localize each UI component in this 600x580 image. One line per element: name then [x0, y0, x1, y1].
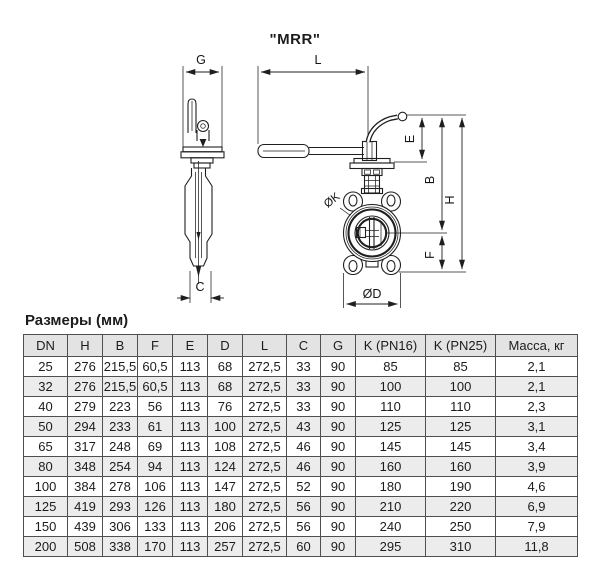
dia-d-label: ØD	[362, 287, 382, 301]
front-view	[258, 53, 466, 308]
table-cell: 69	[138, 437, 173, 457]
table-cell: 294	[68, 417, 103, 437]
table-cell: 40	[24, 397, 68, 417]
table-cell: 254	[103, 457, 138, 477]
table-cell: 100	[208, 417, 243, 437]
table-cell: 272,5	[243, 377, 287, 397]
lever-ball-end	[398, 112, 407, 121]
table-body	[24, 357, 578, 557]
table-cell: 60	[287, 537, 321, 557]
table-cell: 272,5	[243, 357, 287, 377]
table-cell: 419	[68, 497, 103, 517]
table-cell: 279	[68, 397, 103, 417]
table-cell: 310	[426, 537, 496, 557]
table-cell: 145	[356, 437, 426, 457]
table-cell: 257	[208, 537, 243, 557]
table-cell: 210	[356, 497, 426, 517]
column-header: L	[243, 335, 287, 357]
table-cell: 7,9	[496, 517, 578, 537]
table-cell: 293	[103, 497, 138, 517]
table-cell: 338	[103, 537, 138, 557]
table-cell: 348	[68, 457, 103, 477]
table-cell: 43	[287, 417, 321, 437]
table-cell: 6,9	[496, 497, 578, 517]
table-cell: 439	[68, 517, 103, 537]
table-cell: 94	[138, 457, 173, 477]
table-cell: 113	[173, 497, 208, 517]
page-title: "MRR"	[269, 31, 321, 48]
table-cell: 276	[68, 377, 103, 397]
table-cell: 108	[208, 437, 243, 457]
table-cell: 272,5	[243, 417, 287, 437]
table-cell: 125	[426, 417, 496, 437]
table-cell: 85	[426, 357, 496, 377]
table-cell: 248	[103, 437, 138, 457]
table-cell: 160	[426, 457, 496, 477]
table-cell: 200	[24, 537, 68, 557]
table-cell: 60,5	[138, 377, 173, 397]
table-cell: 90	[321, 537, 356, 557]
table-cell: 3,1	[496, 417, 578, 437]
table-cell: 126	[138, 497, 173, 517]
column-header: H	[68, 335, 103, 357]
section-heading: Размеры (мм)	[25, 312, 129, 329]
table-cell: 56	[287, 517, 321, 537]
table-cell: 220	[426, 497, 496, 517]
table-cell: 223	[103, 397, 138, 417]
dim-f-label: F	[423, 251, 437, 259]
table-cell: 145	[426, 437, 496, 457]
column-header: D	[208, 335, 243, 357]
table-cell: 56	[138, 397, 173, 417]
dim-h-label: H	[443, 195, 457, 205]
column-header: Масса, кг	[496, 335, 578, 357]
table-cell: 170	[138, 537, 173, 557]
table-cell: 90	[321, 437, 356, 457]
table-row	[24, 537, 578, 557]
table-cell: 33	[287, 357, 321, 377]
table-cell: 147	[208, 477, 243, 497]
table-cell: 160	[356, 457, 426, 477]
table-cell: 278	[103, 477, 138, 497]
table-cell: 3,9	[496, 457, 578, 477]
table-cell: 2,1	[496, 357, 578, 377]
table-cell: 2,1	[496, 377, 578, 397]
table-cell: 180	[208, 497, 243, 517]
table-row	[24, 417, 578, 437]
table-cell: 113	[173, 537, 208, 557]
table-cell: 272,5	[243, 497, 287, 517]
table-row	[24, 437, 578, 457]
table-row	[24, 477, 578, 497]
table-cell: 4,6	[496, 477, 578, 497]
table-cell: 90	[321, 477, 356, 497]
table-cell: 32	[24, 377, 68, 397]
table-cell: 50	[24, 417, 68, 437]
table-cell: 276	[68, 357, 103, 377]
table-cell: 272,5	[243, 477, 287, 497]
table-cell: 90	[321, 377, 356, 397]
table-cell: 100	[24, 477, 68, 497]
table-cell: 206	[208, 517, 243, 537]
table-cell: 113	[173, 517, 208, 537]
dim-g-label: G	[196, 53, 206, 67]
table-cell: 90	[321, 517, 356, 537]
table-cell: 46	[287, 437, 321, 457]
column-header: K (PN16)	[356, 335, 426, 357]
table-cell: 85	[356, 357, 426, 377]
table-cell: 272,5	[243, 517, 287, 537]
table-cell: 65	[24, 437, 68, 457]
table-cell: 90	[321, 457, 356, 477]
table-cell: 272,5	[243, 437, 287, 457]
table-cell: 68	[208, 377, 243, 397]
table-cell: 124	[208, 457, 243, 477]
table-cell: 113	[173, 397, 208, 417]
table-row	[24, 397, 578, 417]
table-cell: 46	[287, 457, 321, 477]
dim-e-label: E	[403, 134, 417, 144]
table-cell: 90	[321, 417, 356, 437]
dim-c-label: C	[195, 280, 205, 294]
table-cell: 272,5	[243, 457, 287, 477]
table-header	[24, 335, 578, 357]
side-view	[177, 53, 224, 303]
column-header: C	[287, 335, 321, 357]
table-cell: 240	[356, 517, 426, 537]
table-cell: 317	[68, 437, 103, 457]
table-cell: 90	[321, 497, 356, 517]
table-cell: 113	[173, 457, 208, 477]
table-row	[24, 517, 578, 537]
column-header: G	[321, 335, 356, 357]
table-cell: 215,5	[103, 357, 138, 377]
column-header: K (PN25)	[426, 335, 496, 357]
table-cell: 100	[426, 377, 496, 397]
table-cell: 113	[173, 357, 208, 377]
table-cell: 3,4	[496, 437, 578, 457]
table-cell: 508	[68, 537, 103, 557]
column-header: F	[138, 335, 173, 357]
table-cell: 76	[208, 397, 243, 417]
dia-k-label: ØK	[321, 190, 343, 211]
table-cell: 106	[138, 477, 173, 497]
table-cell: 33	[287, 377, 321, 397]
table-cell: 113	[173, 437, 208, 457]
table-cell: 150	[24, 517, 68, 537]
table-cell: 306	[103, 517, 138, 537]
table-cell: 295	[356, 537, 426, 557]
table-cell: 272,5	[243, 537, 287, 557]
table-cell: 113	[173, 477, 208, 497]
dim-l-label: L	[314, 53, 322, 67]
column-header: B	[103, 335, 138, 357]
table-cell: 113	[173, 417, 208, 437]
table-cell: 272,5	[243, 397, 287, 417]
table-cell: 80	[24, 457, 68, 477]
table-cell: 110	[426, 397, 496, 417]
table-cell: 110	[356, 397, 426, 417]
table-cell: 250	[426, 517, 496, 537]
table-cell: 233	[103, 417, 138, 437]
trigger-knob	[198, 121, 209, 132]
table-row	[24, 497, 578, 517]
table-cell: 68	[208, 357, 243, 377]
table-cell: 180	[356, 477, 426, 497]
dimensions-table	[23, 334, 578, 557]
table-cell: 384	[68, 477, 103, 497]
table-cell: 90	[321, 397, 356, 417]
table-cell: 60,5	[138, 357, 173, 377]
table-cell: 133	[138, 517, 173, 537]
table-cell: 33	[287, 397, 321, 417]
table-cell: 125	[356, 417, 426, 437]
table-cell: 52	[287, 477, 321, 497]
table-cell: 25	[24, 357, 68, 377]
table-row	[24, 357, 578, 377]
table-cell: 2,3	[496, 397, 578, 417]
dim-b-label: B	[423, 175, 437, 185]
table-row	[24, 377, 578, 397]
column-header: E	[173, 335, 208, 357]
table-cell: 56	[287, 497, 321, 517]
table-cell: 125	[24, 497, 68, 517]
table-cell: 190	[426, 477, 496, 497]
table-cell: 113	[173, 377, 208, 397]
table-cell: 215,5	[103, 377, 138, 397]
column-header: DN	[24, 335, 68, 357]
table-cell: 100	[356, 377, 426, 397]
table-row	[24, 457, 578, 477]
table-cell: 61	[138, 417, 173, 437]
table-cell: 90	[321, 357, 356, 377]
table-cell: 11,8	[496, 537, 578, 557]
